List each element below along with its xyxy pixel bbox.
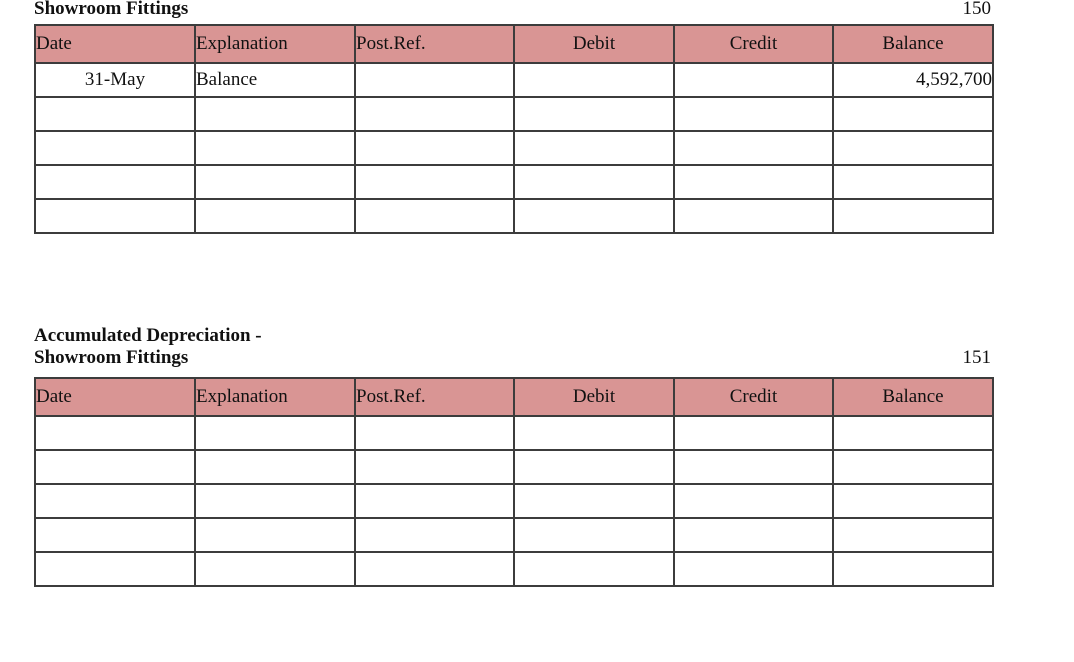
balance-cell[interactable] bbox=[833, 518, 993, 552]
column-header-explanation: Explanation bbox=[195, 378, 355, 416]
balance-cell[interactable] bbox=[833, 97, 993, 131]
debit-cell[interactable] bbox=[514, 484, 674, 518]
post-ref-cell[interactable] bbox=[355, 518, 514, 552]
table-row bbox=[35, 484, 993, 518]
debit-cell[interactable] bbox=[514, 552, 674, 586]
date-cell[interactable] bbox=[35, 165, 195, 199]
post-ref-cell[interactable] bbox=[355, 450, 514, 484]
balance-cell[interactable] bbox=[833, 552, 993, 586]
debit-cell[interactable] bbox=[514, 131, 674, 165]
column-header-credit: Credit bbox=[674, 25, 833, 63]
account-title-line-2: Showroom Fittings bbox=[34, 347, 189, 368]
explanation-cell[interactable] bbox=[195, 518, 355, 552]
explanation-cell[interactable] bbox=[195, 450, 355, 484]
ledger-table-accumulated-depreciation bbox=[34, 377, 994, 587]
credit-cell[interactable] bbox=[674, 416, 833, 450]
table-row bbox=[35, 63, 993, 97]
credit-cell[interactable] bbox=[674, 484, 833, 518]
balance-cell[interactable] bbox=[833, 484, 993, 518]
debit-cell[interactable] bbox=[514, 450, 674, 484]
column-header-date: Date bbox=[35, 25, 195, 63]
post-ref-cell[interactable] bbox=[355, 97, 514, 131]
table-row bbox=[35, 165, 993, 199]
account-number: 151 bbox=[962, 347, 991, 368]
column-header-post-ref: Post.Ref. bbox=[355, 25, 514, 63]
post-ref-cell[interactable] bbox=[355, 131, 514, 165]
credit-cell[interactable] bbox=[674, 518, 833, 552]
account-number: 150 bbox=[962, 0, 991, 19]
credit-cell[interactable] bbox=[674, 552, 833, 586]
explanation-cell[interactable] bbox=[195, 416, 355, 450]
debit-cell[interactable] bbox=[514, 199, 674, 233]
column-header-debit: Debit bbox=[514, 378, 674, 416]
table-row bbox=[35, 131, 993, 165]
explanation-cell[interactable] bbox=[195, 131, 355, 165]
explanation-cell[interactable] bbox=[195, 165, 355, 199]
date-cell[interactable] bbox=[35, 518, 195, 552]
date-cell[interactable]: 31-May bbox=[35, 63, 195, 97]
balance-cell[interactable] bbox=[833, 450, 993, 484]
balance-cell[interactable]: 4,592,700 bbox=[833, 63, 993, 97]
post-ref-cell[interactable] bbox=[355, 63, 514, 97]
date-cell[interactable] bbox=[35, 552, 195, 586]
balance-cell[interactable] bbox=[833, 165, 993, 199]
table-row bbox=[35, 97, 993, 131]
table-row bbox=[35, 450, 993, 484]
credit-cell[interactable] bbox=[674, 97, 833, 131]
column-header-explanation: Explanation bbox=[195, 25, 355, 63]
explanation-cell[interactable] bbox=[195, 199, 355, 233]
credit-cell[interactable] bbox=[674, 131, 833, 165]
credit-cell[interactable] bbox=[674, 63, 833, 97]
post-ref-cell[interactable] bbox=[355, 552, 514, 586]
ledger-header-row bbox=[35, 378, 993, 416]
column-header-date: Date bbox=[35, 378, 195, 416]
balance-cell[interactable] bbox=[833, 416, 993, 450]
column-header-balance: Balance bbox=[833, 25, 993, 63]
date-cell[interactable] bbox=[35, 450, 195, 484]
column-header-post-ref: Post.Ref. bbox=[355, 378, 514, 416]
debit-cell[interactable] bbox=[514, 518, 674, 552]
column-header-credit: Credit bbox=[674, 378, 833, 416]
date-cell[interactable] bbox=[35, 416, 195, 450]
date-cell[interactable] bbox=[35, 97, 195, 131]
table-row bbox=[35, 552, 993, 586]
post-ref-cell[interactable] bbox=[355, 416, 514, 450]
ledger-header-row bbox=[35, 25, 993, 63]
date-cell[interactable] bbox=[35, 131, 195, 165]
debit-cell[interactable] bbox=[514, 416, 674, 450]
post-ref-cell[interactable] bbox=[355, 199, 514, 233]
column-header-debit: Debit bbox=[514, 25, 674, 63]
table-row bbox=[35, 518, 993, 552]
table-row bbox=[35, 416, 993, 450]
account-title: Showroom Fittings bbox=[34, 0, 189, 19]
date-cell[interactable] bbox=[35, 484, 195, 518]
explanation-cell[interactable] bbox=[195, 552, 355, 586]
explanation-cell[interactable] bbox=[195, 97, 355, 131]
debit-cell[interactable] bbox=[514, 165, 674, 199]
credit-cell[interactable] bbox=[674, 199, 833, 233]
post-ref-cell[interactable] bbox=[355, 484, 514, 518]
date-cell[interactable] bbox=[35, 199, 195, 233]
ledger-table-showroom-fittings bbox=[34, 24, 994, 234]
explanation-cell[interactable] bbox=[195, 484, 355, 518]
debit-cell[interactable] bbox=[514, 97, 674, 131]
column-header-balance: Balance bbox=[833, 378, 993, 416]
table-row bbox=[35, 199, 993, 233]
post-ref-cell[interactable] bbox=[355, 165, 514, 199]
credit-cell[interactable] bbox=[674, 450, 833, 484]
debit-cell[interactable] bbox=[514, 63, 674, 97]
balance-cell[interactable] bbox=[833, 131, 993, 165]
credit-cell[interactable] bbox=[674, 165, 833, 199]
account-title: Accumulated Depreciation - bbox=[34, 325, 262, 346]
explanation-cell[interactable]: Balance bbox=[195, 63, 355, 97]
balance-cell[interactable] bbox=[833, 199, 993, 233]
